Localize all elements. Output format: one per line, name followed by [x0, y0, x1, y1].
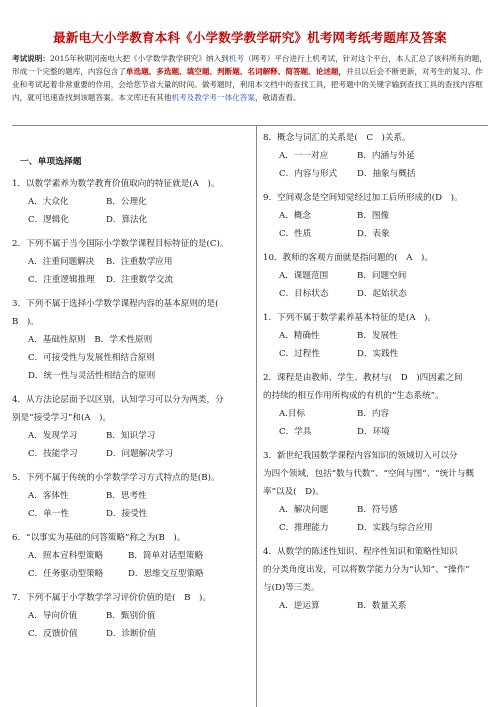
question-7-options-ab	[12, 610, 250, 622]
question-r3-cont: 为四个领域，包括“数与代数”、“空间与图”、“统计与概	[263, 469, 475, 479]
question-r2-options-cd	[263, 426, 488, 438]
question-2-options-ab	[12, 256, 250, 268]
option: C．逻辑化	[28, 215, 69, 225]
question-5-options-cd	[12, 508, 250, 520]
option: C．性质	[279, 229, 312, 239]
option: D．环境	[357, 427, 390, 437]
intro-text-2: （网考）平台进行上机考试，针对这个平台，本人汇总了该科所有的题，形成一个完整的题库，内容包含了	[12, 54, 487, 76]
question-3-cont: B )。	[12, 317, 39, 327]
option: C．学具	[279, 427, 312, 437]
question-1-options-cd	[12, 214, 250, 226]
question-9: 9．空间观念是空间知觉经过加工后所形成的(D )。	[263, 193, 463, 203]
question-r3-options-ab	[263, 504, 488, 516]
option: B．甄别价值	[106, 611, 156, 621]
option: C．任务驱动型策略	[28, 569, 104, 579]
option: C．目标状态	[279, 289, 329, 299]
option: B．图像	[357, 211, 390, 221]
intro-link-answers[interactable]: 机考及教学考一体化答案	[171, 93, 255, 102]
question-4: 4．从方法论层面予以区别，认知学习可以分为两类，分	[12, 395, 224, 405]
option: B．符号感	[357, 505, 398, 515]
option: D．抽象与概括	[357, 169, 416, 179]
question-3-option-ab: A．基础性原则 B．学术性原则	[28, 335, 153, 345]
option: C．注重逻辑推理	[28, 275, 95, 285]
question-2-options-cd	[12, 274, 250, 286]
question-7: 7．下列不属于小学数学学习评价价值的是( B )。	[12, 593, 211, 603]
option: D．注重数学交流	[106, 275, 174, 285]
intro-text-3: 并且以后会不断更新，对考生的复习、作业和考试起着非常重要的作用，会给您节省大量的时间。做考题时，利用本文档中的查找工具，把考题中的关键字输到查找工具的查找内容框内，就可迅速查找到该题答案。本文库还有其他	[12, 67, 483, 102]
option: D．实践与综合应用	[357, 523, 433, 533]
option: D．表象	[357, 229, 390, 239]
option: A．概念	[279, 211, 311, 221]
exam-description	[12, 52, 488, 104]
question-r4-cont: 的分类角度出发，可以将数学能力分为“认知”、“操作”	[263, 565, 470, 575]
intro-link-jikao[interactable]: 机考	[228, 54, 244, 63]
question-r1-options-ab	[263, 330, 488, 342]
question-1-options-ab	[12, 196, 250, 208]
option: C．过程性	[279, 349, 320, 359]
question-3-option-d: D．统一性与灵活性相结合的原则	[28, 371, 156, 381]
option: C．反馈价值	[28, 629, 78, 639]
option: A．发现学习	[28, 431, 78, 441]
option: A．解决问题	[279, 505, 329, 515]
section-heading: 一、单项选择题	[20, 157, 82, 167]
question-8-options-cd	[263, 168, 488, 180]
question-r3: 3．新世纪我国数学课程内容知识的领域切入可以分	[263, 451, 458, 461]
question-r4: 4．从数学的陈述性知识、程序性知识和策略性知识	[263, 547, 458, 557]
option: B．发展性	[357, 331, 398, 341]
option: A．客体性	[28, 491, 69, 501]
option: A．课题范围	[279, 271, 329, 281]
option: C．单一性	[28, 509, 69, 519]
intro-text-1: 2015年秋期河南电大把《小学数学教学研究》纳入到	[49, 54, 229, 63]
question-5: 5．下列不属于传统的小学数学学习方式特点的是(B)。	[12, 473, 220, 483]
intro-label: 考试说明：	[12, 54, 50, 63]
option: D．实践性	[357, 349, 399, 359]
question-8-options-ab	[263, 150, 488, 162]
question-10-options-cd	[263, 288, 488, 300]
option: C．技能学习	[28, 449, 78, 459]
option: B．简单对话型策略	[128, 551, 204, 561]
question-r2: 2．课程是由教师、学生、教材与( D )四因素之间	[263, 373, 463, 383]
option: B．注重数学应用	[106, 257, 173, 267]
question-2: 2．下列不属于当今国际小学数学课程目标特征的是(C)。	[12, 239, 229, 249]
option: B．内涵与外延	[357, 151, 415, 161]
option: A．注重问题解决	[28, 257, 95, 267]
question-9-options-ab	[263, 210, 488, 222]
right-column	[256, 126, 488, 707]
option: B．数量关系	[357, 601, 407, 611]
option: D．问题解决学习	[106, 449, 174, 459]
question-r1-options-cd	[263, 348, 488, 360]
option: A．一一对应	[279, 151, 329, 161]
option: D．算法化	[106, 215, 148, 225]
option: A．逆运算	[279, 601, 320, 611]
question-5-options-ab	[12, 490, 250, 502]
question-r2-cont: 的持续的相互作用所构成的有机的“生态系统”。	[263, 391, 444, 401]
question-r4-cont2: 与(D)等三类。	[263, 583, 320, 593]
option: D．思维交互型策略	[128, 569, 204, 579]
option: A．大众化	[28, 197, 69, 207]
option: B．问题空间	[357, 271, 407, 281]
option: C．推理能力	[279, 523, 329, 533]
question-6-options-cd	[12, 568, 250, 580]
question-6-options-ab	[12, 550, 250, 562]
option: D．接受性	[106, 509, 148, 519]
question-4-cont: 别是“接受学习”和(A )。	[12, 413, 112, 423]
option: B．公理化	[106, 197, 147, 207]
option: A．导向价值	[28, 611, 78, 621]
question-3: 3．下列不属于选择小学数学课程内容的基本原则的是(	[12, 299, 219, 309]
question-r3-cont2: 率”以及( D)。	[263, 487, 324, 497]
option: D．起始状态	[357, 289, 407, 299]
question-columns	[12, 125, 488, 707]
intro-question-types: 单选题、多选题、填空题、判断题、名词解释、简答题、论述题，	[125, 67, 347, 76]
question-8: 8．概念与词汇的关系是( C )关系。	[263, 133, 411, 143]
question-1: 1．以数学素养为数学教育价值取向的特征就是(A )。	[12, 179, 220, 189]
option: B．内容	[357, 409, 390, 419]
question-r2-options-ab	[263, 408, 488, 420]
option: B．思考性	[106, 491, 147, 501]
intro-text-4: ，敬请查看。	[255, 93, 301, 102]
question-9-options-cd	[263, 228, 488, 240]
question-r3-options-cd	[263, 522, 488, 534]
option: A.目标	[279, 409, 306, 419]
left-column	[12, 126, 250, 707]
question-6: 6．“以事实为基础的问答策略”称之为(B )。	[12, 533, 186, 543]
option: A．精确性	[279, 331, 320, 341]
option: D．诊断价值	[106, 629, 156, 639]
question-r4-options-ab	[263, 600, 488, 612]
page-title: 最新电大小学教育本科《小学数学教学研究》机考网考纸考题库及答案	[53, 30, 447, 45]
option: B．知识学习	[106, 431, 156, 441]
option: C．内容与形式	[279, 169, 338, 179]
question-3-option-c: C．可接受性与发展性相结合原则	[28, 353, 155, 363]
question-r1: 1．下列不属于数学素养基本特征的是(A )。	[263, 313, 437, 323]
question-7-options-cd	[12, 628, 250, 640]
question-10-options-ab	[263, 270, 488, 282]
option: A．照本宣科型策略	[28, 551, 103, 561]
question-4-options-ab	[12, 430, 250, 442]
question-4-options-cd	[12, 448, 250, 460]
question-10: 10．教师的客观方面就是指问题的( A )。	[263, 253, 433, 263]
